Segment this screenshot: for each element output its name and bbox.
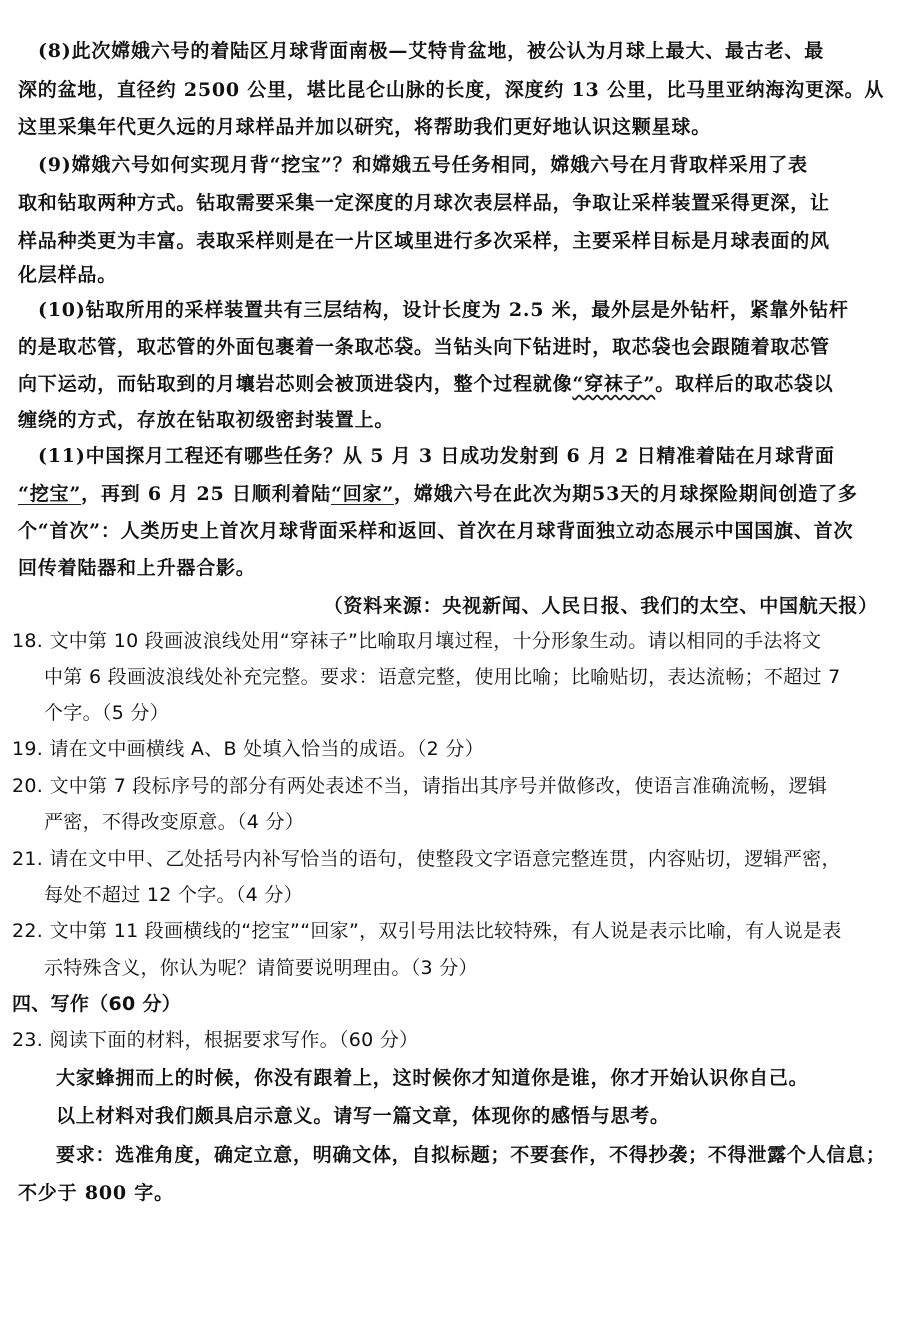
q18-line-1: 18. 文中第 10 段画波浪线处用“穿袜子”比喻取月壤过程，十分形象生动。请以相同的手法将文 bbox=[12, 630, 822, 652]
q21-line-2: 每处不超过 12 个字。（4 分） bbox=[44, 884, 303, 906]
p10-line-3-tail: 。取样后的取芯袋以 bbox=[655, 373, 834, 395]
section-heading-writing: 四、写作（60 分） bbox=[12, 993, 182, 1015]
q19-line: 19. 请在文中画横线 A、B 处填入恰当的成语。（2 分） bbox=[12, 738, 484, 760]
p11-line-3: 个“首次”：人类历史上首次月球背面采样和返回、首次在月球背面独立动态展示中国国旗、首次 bbox=[18, 520, 854, 542]
q23-requirements-line-1: 要求：选准角度，确定立意，明确文体，自拟标题；不要套作，不得抄袭；不得泄露个人信息； bbox=[56, 1144, 886, 1166]
q20-line-1: 20. 文中第 7 段标序号的部分有两处表述不当，请指出其序号并做修改，使语言准确流畅，逻辑 bbox=[12, 775, 828, 797]
p11-line-4: 回传着陆器和上升器合影。 bbox=[18, 557, 256, 579]
q20-line-2: 严密，不得改变原意。（4 分） bbox=[44, 811, 305, 833]
q21-line-1: 21. 请在文中甲、乙处括号内补写恰当的语句，使整段文字语意完整连贯，内容贴切，逻辑严密， bbox=[12, 848, 841, 870]
underlined-phrase-huijia: “回家” bbox=[330, 483, 395, 505]
underlined-phrase-wabao: “挖宝” bbox=[18, 483, 82, 505]
p9-line-4: 化层样品。 bbox=[18, 264, 118, 286]
p9-line-1: (9)嫦娥六号如何实现月背“挖宝”？和嫦娥五号任务相同，嫦娥六号在月背取样采用了表 bbox=[38, 154, 808, 176]
q22-line-1: 22. 文中第 11 段画横线的“挖宝”“回家”，双引号用法比较特殊，有人说是表示比喻，有人说是表 bbox=[12, 920, 842, 942]
p11-line-1: (11)中国探月工程还有哪些任务？从 5 月 3 日成功发射到 6 月 2 日精准着陆在月球背面 bbox=[38, 445, 835, 467]
p10-line-4: 缠绕的方式，存放在钻取初级密封装置上。 bbox=[18, 409, 395, 431]
p11-line-2 bbox=[18, 481, 858, 507]
p8-line-1: (8)此次嫦娥六号的着陆区月球背面南极—艾特肯盆地，被公认为月球上最大、最古老、最 bbox=[38, 40, 825, 62]
p11-line-2-tail: ，嫦娥六号在此次为期53天的月球探险期间创造了多 bbox=[394, 483, 858, 505]
q22-line-2: 示特殊含义，你认为呢？请简要说明理由。（3 分） bbox=[44, 957, 478, 979]
wavy-underlined-phrase: “穿袜子” bbox=[572, 373, 656, 395]
p11-line-2-text: ，再到 6 月 25 日顺利着陆 bbox=[81, 483, 331, 505]
q23-prompt: 以上材料对我们颇具启示意义。请写一篇文章，体现你的感悟与思考。 bbox=[56, 1105, 670, 1127]
p10-line-2: 的是取芯管，取芯管的外面包裹着一条取芯袋。当钻头向下钻进时，取芯袋也会跟随着取芯管 bbox=[18, 336, 830, 358]
p10-line-3 bbox=[18, 371, 833, 397]
source-citation: （资料来源：央视新闻、人民日报、我们的太空、中国航天报） bbox=[323, 595, 878, 617]
q23-material: 大家蜂拥而上的时候，你没有跟着上，这时候你才知道你是谁，你才开始认识你自己。 bbox=[56, 1067, 809, 1089]
p10-line-3-text: 向下运动，而钻取到的月壤岩芯则会被顶进袋内，整个过程就像 bbox=[18, 373, 573, 395]
q23-requirements-line-2: 不少于 800 字。 bbox=[18, 1182, 174, 1204]
q18-line-2: 中第 6 段画波浪线处补充完整。要求：语意完整，使用比喻；比喻贴切，表达流畅；不超过 7 bbox=[44, 666, 841, 688]
q23-title: 23. 阅读下面的材料，根据要求写作。（60 分） bbox=[12, 1029, 419, 1051]
p10-line-1: (10)钻取所用的采样装置共有三层结构，设计长度为 2.5 米，最外层是外钻杆，紧靠外钻杆 bbox=[38, 299, 849, 321]
q18-line-3: 个字。（5 分） bbox=[44, 702, 170, 724]
p8-line-2: 深的盆地，直径约 2500 公里，堪比昆仑山脉的长度，深度约 13 公里，比马里亚纳海沟更深。从 bbox=[18, 79, 885, 101]
p9-line-3: 样品种类更为丰富。表取采样则是在一片区域里进行多次采样，主要采样目标是月球表面的风 bbox=[18, 230, 830, 252]
p8-line-3: 这里采集年代更久远的月球样品并加以研究，将帮助我们更好地认识这颗星球。 bbox=[18, 116, 712, 138]
p9-line-2: 取和钻取两种方式。钻取需要采集一定深度的月球次表层样品，争取让采样装置采得更深，让 bbox=[18, 192, 830, 214]
